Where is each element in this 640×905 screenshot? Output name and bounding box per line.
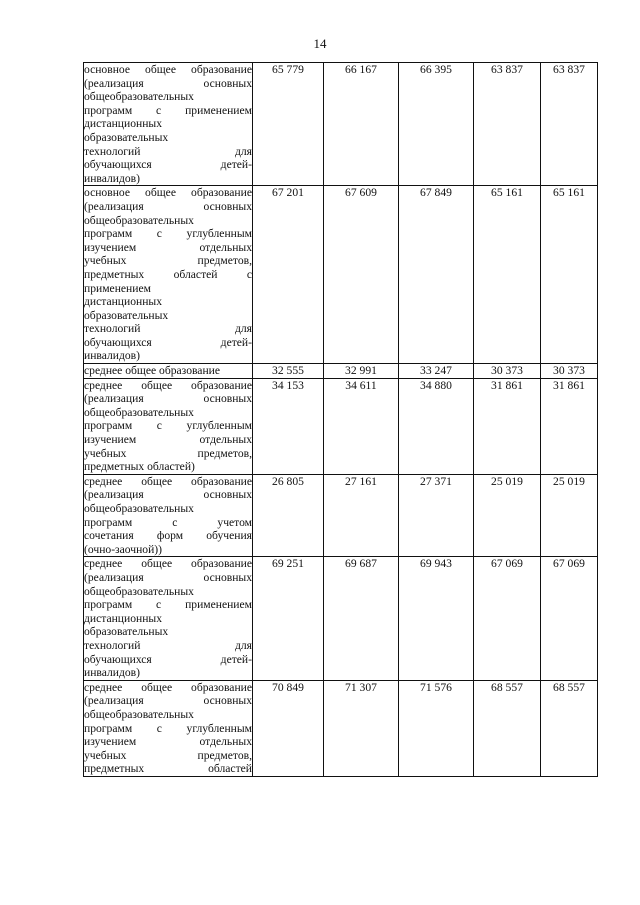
value-cell: 65 161	[541, 186, 598, 364]
row-label-line: (очно-заочной))	[84, 542, 163, 556]
row-label-line: обучающихся детей-	[84, 158, 252, 172]
row-label-line: (реализация основных	[84, 392, 252, 406]
value-cell: 34 611	[324, 378, 399, 474]
table-row	[84, 474, 598, 557]
row-label-line: (реализация основных	[84, 76, 252, 90]
row-label-line: предметных областей с	[84, 267, 252, 281]
row-label-line: технологий для	[84, 144, 252, 158]
row-label-line: технологий для	[84, 322, 252, 336]
row-label-line: предметных областей	[84, 762, 252, 776]
row-label-line: (реализация основных	[84, 570, 252, 584]
row-label-line: общеобразовательных	[84, 213, 194, 227]
row-label-line: программ с углубленным	[84, 721, 252, 735]
value-cell: 65 779	[253, 63, 324, 186]
table-row	[84, 680, 598, 776]
row-label-line: сочетания форм обучения	[84, 529, 252, 543]
row-label-line: учебных предметов,	[84, 446, 252, 460]
row-label-cell	[84, 364, 253, 379]
row-label-line: обучающихся детей-	[84, 652, 252, 666]
row-label-line: изучением отдельных	[84, 735, 252, 749]
row-label-cell	[84, 474, 253, 557]
value-cell: 26 805	[253, 474, 324, 557]
row-label-line: среднее общее образование	[84, 378, 252, 392]
value-cell: 33 247	[399, 364, 474, 379]
row-label-line: инвалидов)	[84, 666, 140, 680]
value-cell: 67 609	[324, 186, 399, 364]
value-cell: 69 251	[253, 557, 324, 680]
value-cell: 67 069	[541, 557, 598, 680]
value-cell: 66 395	[399, 63, 474, 186]
value-cell: 27 371	[399, 474, 474, 557]
row-label-line: применением	[84, 281, 151, 295]
row-label-line: программ с учетом	[84, 515, 252, 529]
row-label-line: общеобразовательных	[84, 502, 194, 515]
row-label-line: образовательных	[84, 308, 169, 322]
value-cell: 34 880	[399, 378, 474, 474]
row-label-line: технологий для	[84, 638, 252, 652]
row-label-line: образовательных	[84, 130, 169, 144]
row-label-line: дистанционных	[84, 295, 163, 309]
data-table	[83, 62, 598, 777]
value-cell: 63 837	[474, 63, 541, 186]
row-label-cell	[84, 63, 253, 186]
row-label-line: дистанционных	[84, 611, 163, 625]
value-cell: 25 019	[541, 474, 598, 557]
table-row	[84, 378, 598, 474]
value-cell: 31 861	[541, 378, 598, 474]
row-label-line: среднее общее образование	[84, 680, 252, 694]
value-cell: 71 307	[324, 680, 399, 776]
row-label-line: инвалидов)	[84, 349, 140, 363]
value-cell: 68 557	[541, 680, 598, 776]
value-cell: 30 373	[541, 364, 598, 379]
row-label-line: среднее общее образование	[84, 474, 252, 488]
value-cell: 63 837	[541, 63, 598, 186]
value-cell: 70 849	[253, 680, 324, 776]
row-label-line: программ с углубленным	[84, 227, 252, 241]
row-label-line: инвалидов)	[84, 171, 140, 185]
value-cell: 31 861	[474, 378, 541, 474]
row-label-line: учебных предметов,	[84, 748, 252, 762]
row-label-line: дистанционных	[84, 117, 163, 131]
table-row	[84, 557, 598, 680]
row-label-line: изучением отдельных	[84, 240, 252, 254]
table-row	[84, 364, 598, 379]
value-cell: 69 943	[399, 557, 474, 680]
row-label-line: предметных областей)	[84, 460, 195, 474]
row-label-line: среднее общее образование	[84, 557, 252, 571]
row-label-line: общеобразовательных	[84, 405, 194, 419]
row-label-line: (реализация основных	[84, 488, 252, 502]
row-label-line: среднее общее образование	[84, 364, 221, 378]
row-label-cell	[84, 378, 253, 474]
row-label-line: программ с углубленным	[84, 419, 252, 433]
page-number: 14	[313, 36, 327, 51]
value-cell: 68 557	[474, 680, 541, 776]
row-label-line: образовательных	[84, 625, 169, 639]
value-cell: 34 153	[253, 378, 324, 474]
row-label-line: основное общее образование	[84, 186, 252, 200]
row-label-line: программ с применением	[84, 598, 252, 612]
row-label-line: изучением отдельных	[84, 433, 252, 447]
row-label-cell	[84, 557, 253, 680]
value-cell: 67 069	[474, 557, 541, 680]
value-cell: 67 201	[253, 186, 324, 364]
row-label-line: (реализация основных	[84, 694, 252, 708]
row-label-line: (реализация основных	[84, 199, 252, 213]
value-cell: 66 167	[324, 63, 399, 186]
value-cell: 65 161	[474, 186, 541, 364]
row-label-line: основное общее образование	[84, 63, 252, 76]
value-cell: 25 019	[474, 474, 541, 557]
row-label-line: общеобразовательных	[84, 90, 194, 104]
value-cell: 27 161	[324, 474, 399, 557]
value-cell: 67 849	[399, 186, 474, 364]
value-cell: 69 687	[324, 557, 399, 680]
value-cell: 32 991	[324, 364, 399, 379]
row-label-line: общеобразовательных	[84, 584, 194, 598]
row-label-line: общеобразовательных	[84, 707, 194, 721]
table-row	[84, 63, 598, 186]
table-body	[84, 63, 598, 777]
value-cell: 30 373	[474, 364, 541, 379]
value-cell: 71 576	[399, 680, 474, 776]
row-label-line: обучающихся детей-	[84, 335, 252, 349]
row-label-cell	[84, 680, 253, 776]
row-label-line: программ с применением	[84, 103, 252, 117]
row-label-line: учебных предметов,	[84, 254, 252, 268]
row-label-cell	[84, 186, 253, 364]
table-row	[84, 186, 598, 364]
value-cell: 32 555	[253, 364, 324, 379]
